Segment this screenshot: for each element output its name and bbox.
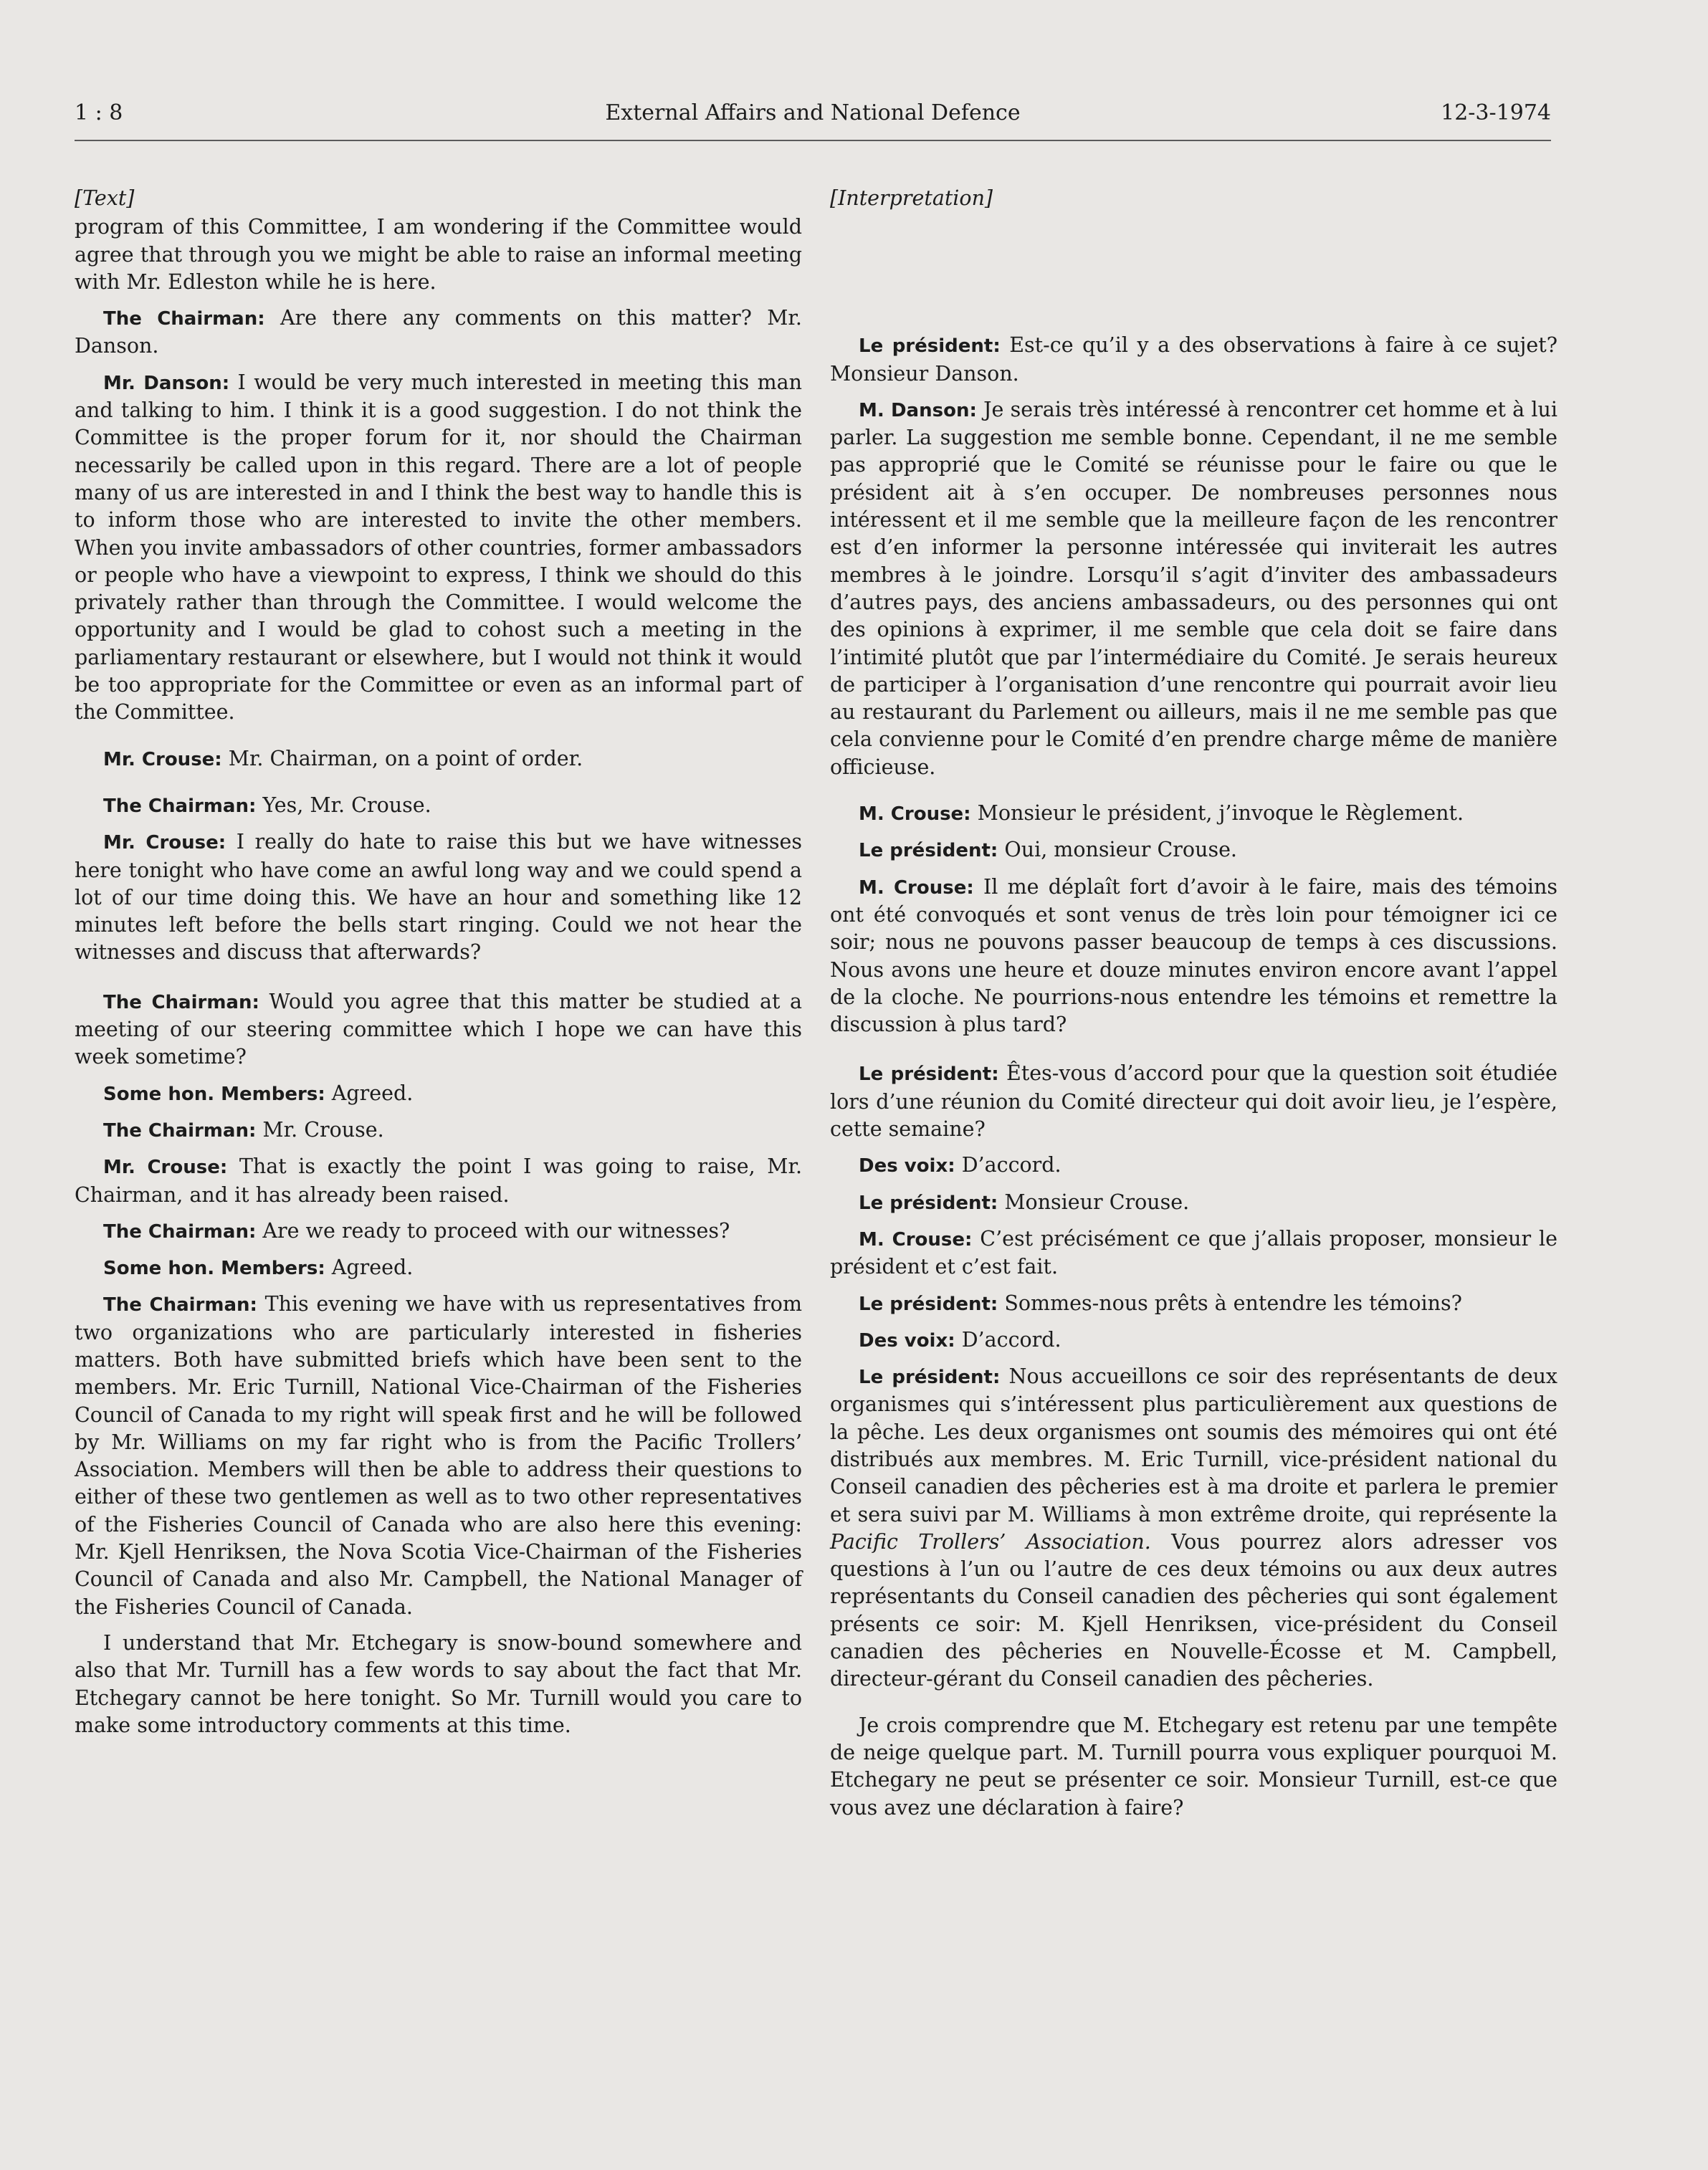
speech-text: Mr. Crouse. [256,1117,384,1142]
speaker-name: The Chairman: [103,1220,257,1243]
paragraph [830,1189,1557,1217]
speech-text: Êtes-vous d’accord pour que la question soit étudiée lors d’une réunion du Comité directeur qui doit avoir lieu, je l’espère, cette semaine? [830,1061,1557,1142]
speaker-name: The Chairman: [103,308,265,330]
paragraph: Je crois comprendre que M. Etchegary est retenu par une tempête de neige quelque part. M. Turnill pourra vous expliquer pourquoi M. Etchegary ne peut se présenter ce soir. Monsieur Turnill, est-ce que vous avez une déclaration à faire? [830,1713,1557,1820]
speaker-name: The Chairman: [103,795,257,817]
speech-text: Yes, Mr. Crouse. [256,793,431,817]
speech-text: Are we ready to proceed with our witnesses? [256,1218,730,1243]
speech-text: Monsieur Crouse. [998,1190,1190,1214]
french-column [830,185,1557,1830]
speaker-name: The Chairman: [103,1119,257,1142]
speaker-name: Le président: [859,1367,1001,1389]
section-label: [Text] [75,186,135,210]
page-number: 1 : 8 [75,100,123,125]
speaker-name: The Chairman: [103,991,259,1013]
speech-text: Agreed. [325,1256,414,1280]
speech-text: D’accord. [955,1153,1061,1177]
speech-text: Are there any comments on this matter? Mr. Danson. [75,306,802,358]
paragraph [75,1153,802,1209]
page-header [75,100,1551,136]
speech-text: Nous accueillons ce soir des représentants de deux organismes qui s’intéressent plus particulièrement aux questions de la pêche. Les deux organismes ont soumis des mémoires qui ont été distribués aux membres. M. Eric Turnill, vice-président national du Conseil canadien des pêcheries est à ma droite et parlera le premier et sera suivi par M. Williams à mon extrême droite, qui représente la [830,1364,1557,1526]
paragraph [75,1254,802,1282]
speech-text: C’est précisément ce que j’allais proposer, monsieur le président et c’est fait. [830,1226,1557,1279]
speech-text: This evening we have with us representatives from two organizations who are particularly interested in fisheries matters. Both have submitted briefs which have been sent to the members. Mr. Eric Turnill, National Vice-Chairman of the Fisheries Council of Canada to my right will speak first and he will be followed by Mr. Williams on my far right who is from the Pacific Trollers’ Association. Members will then be able to address their questions to either of these two gentlemen as well as to two other representatives of the Fisheries Council of Canada who are also here this evening: Mr. Kjell Henriksen, the Nova Scotia Vice-Chairman of the Fisheries Council of Canada and also Mr. Campbell, the National Manager of the Fisheries Council of Canada. [75,1292,802,1619]
paragraph [830,800,1557,828]
speaker-name: M. Danson: [859,399,977,421]
speaker-name: M. Crouse: [859,1228,973,1251]
paragraph [75,1291,802,1621]
paragraph [75,369,802,727]
paragraph [75,1080,802,1108]
speech-text: I really do hate to raise this but we have witnesses here tonight who have come an awful long way and we could spend a lot of our time doing this. We have an hour and something like 12 minutes left before the bells start ringing. Could we not hear the witnesses and discuss that afterwards? [75,830,802,965]
speaker-name: The Chairman: [103,1294,257,1316]
speech-text: Mr. Chairman, on a point of order. [221,746,583,770]
speaker-name: Des voix: [859,1155,955,1177]
paragraph [830,1225,1557,1281]
section-label: [Interpretation] [830,186,993,210]
speech-text: Vous pourrez alors adresser vos questions à l’un ou l’autre de ces deux témoins ou aux deux autres représentants du Conseil canadien des pêcheries qui sont également présents ce soir: M. Kjell Henriksen, vice-président du Conseil canadien des pêcheries en Nouvelle-Écosse et M. Campbell, directeur-gérant du Conseil canadien des pêcheries. [830,1529,1558,1691]
speech-text: Monsieur le président, j’invoque le Règlement. [970,801,1464,826]
paragraph [75,828,802,966]
speaker-name: Le président: [859,1064,999,1086]
speech-text: Agreed. [325,1081,414,1105]
speaker-name: Des voix: [859,1329,955,1352]
header-rule [75,140,1551,141]
paragraph [75,1218,802,1246]
speech-text: Il me déplaît fort d’avoir à le faire, mais des témoins ont été convoqués et sont venus de très loin pour témoigner ici ce soir; nous ne pouvons passer beaucoup de temps à ces discussions. Nous avons une heure et douze minutes environ encore avant l’appel de la cloche. Ne pourrions-nous entendre les témoins et remettre la discussion à plus tard? [830,874,1557,1037]
paragraph [830,1060,1557,1143]
speech-text: D’accord. [955,1327,1061,1352]
speech-text: Oui, monsieur Crouse. [998,838,1237,862]
speaker-name: M. Crouse: [859,876,974,899]
paragraph [75,1117,802,1144]
english-column [75,185,802,1748]
paragraph [75,745,802,773]
paragraph: I understand that Mr. Etchegary is snow-bound somewhere and also that Mr. Turnill has a few words to say about the fact that Mr. Etchegary cannot be here tonight. So Mr. Turnill would you care to make some introductory comments at this time. [75,1630,802,1737]
paragraph [75,305,802,360]
speech-text: Sommes-nous prêts à entendre les témoins? [998,1291,1462,1315]
association-name: Pacific Trollers’ Association. [830,1529,1151,1554]
speaker-name: Le président: [859,840,998,862]
speaker-name: Le président: [859,335,1001,358]
speaker-name: Mr. Danson: [103,372,230,394]
speaker-name: Some hon. Members: [103,1258,325,1280]
speech-text: Would you agree that this matter be studied at a meeting of our steering committee which I hope we can have this week sometime? [75,989,802,1069]
paragraph [830,1152,1557,1180]
speaker-name: Le président: [859,1293,998,1315]
speech-text: That is exactly the point I was going to raise, Mr. Chairman, and it has already been raised. [75,1155,802,1207]
paragraph [75,792,802,820]
speech-text: Je serais très intéressé à rencontrer cet homme et à lui parler. La suggestion me semble bonne. Cependant, il ne me semble pas approprié que le Comité se réunisse pour le faire ou que le président ait à s’en occuper. De nombreuses personnes nous intéressent et il me semble que la meilleure façon de les rencontrer est d’en informer la personne intéressée qui inviterait les autres membres à le joindre. Lorsqu’il s’agit d’inviter des ambassadeurs d’autres pays, des anciens ambassadeurs, ou des personnes qui ont des opinions à exprimer, il me semble que cela doit se faire dans l’intimité plutôt que par l’intermédiaire du Comité. Je serais heureux de participer à l’organisation d’une rencontre qui pourrait avoir lieu au restaurant du Parlement ou ailleurs, mais il ne me semble pas que cela convienne pour le Comité d’en prendre charge même de manière officieuse. [830,397,1557,779]
paragraph [830,836,1557,864]
paragraph [830,1327,1557,1354]
paragraph [830,1363,1557,1693]
speaker-name: Some hon. Members: [103,1083,325,1105]
speaker-name: M. Crouse: [859,803,971,826]
paragraph [830,396,1557,781]
paragraph [830,332,1557,388]
speaker-name: Le président: [859,1192,998,1214]
running-title: External Affairs and National Defence [605,100,1021,125]
speech-text: I would be very much interested in meeting this man and talking to him. I think it is a good suggestion. I do not think the Committee is the proper forum for it, nor should the Chairman necessarily be called upon in this regard. There are a lot of people many of us are interested in and I think the best way to handle this is to inform those who are interested to invite the other members. When you invite ambassadors of other countries, former ambassadors or people who have a viewpoint to express, I think we should do this privately rather than through the Committee. I would welcome the opportunity and I would be glad to cohost such a meeting in the parliamentary restaurant or elsewhere, but I would not think it would be too appropriate for the Committee or even as an informal part of the Committee. [75,370,802,725]
page-date: 12-3-1974 [1441,100,1551,125]
speaker-name: Mr. Crouse: [103,1157,228,1179]
paragraph [830,1290,1557,1318]
speech-text: Est-ce qu’il y a des observations à faire à ce sujet? Monsieur Danson. [830,333,1557,386]
speaker-name: Mr. Crouse: [103,832,226,854]
paragraph: program of this Committee, I am wondering if the Committee would agree that through you we might be able to raise an informal meeting with Mr. Edleston while he is here. [75,215,802,294]
paragraph [830,874,1557,1039]
paragraph [75,988,802,1071]
speaker-name: Mr. Crouse: [103,748,222,770]
